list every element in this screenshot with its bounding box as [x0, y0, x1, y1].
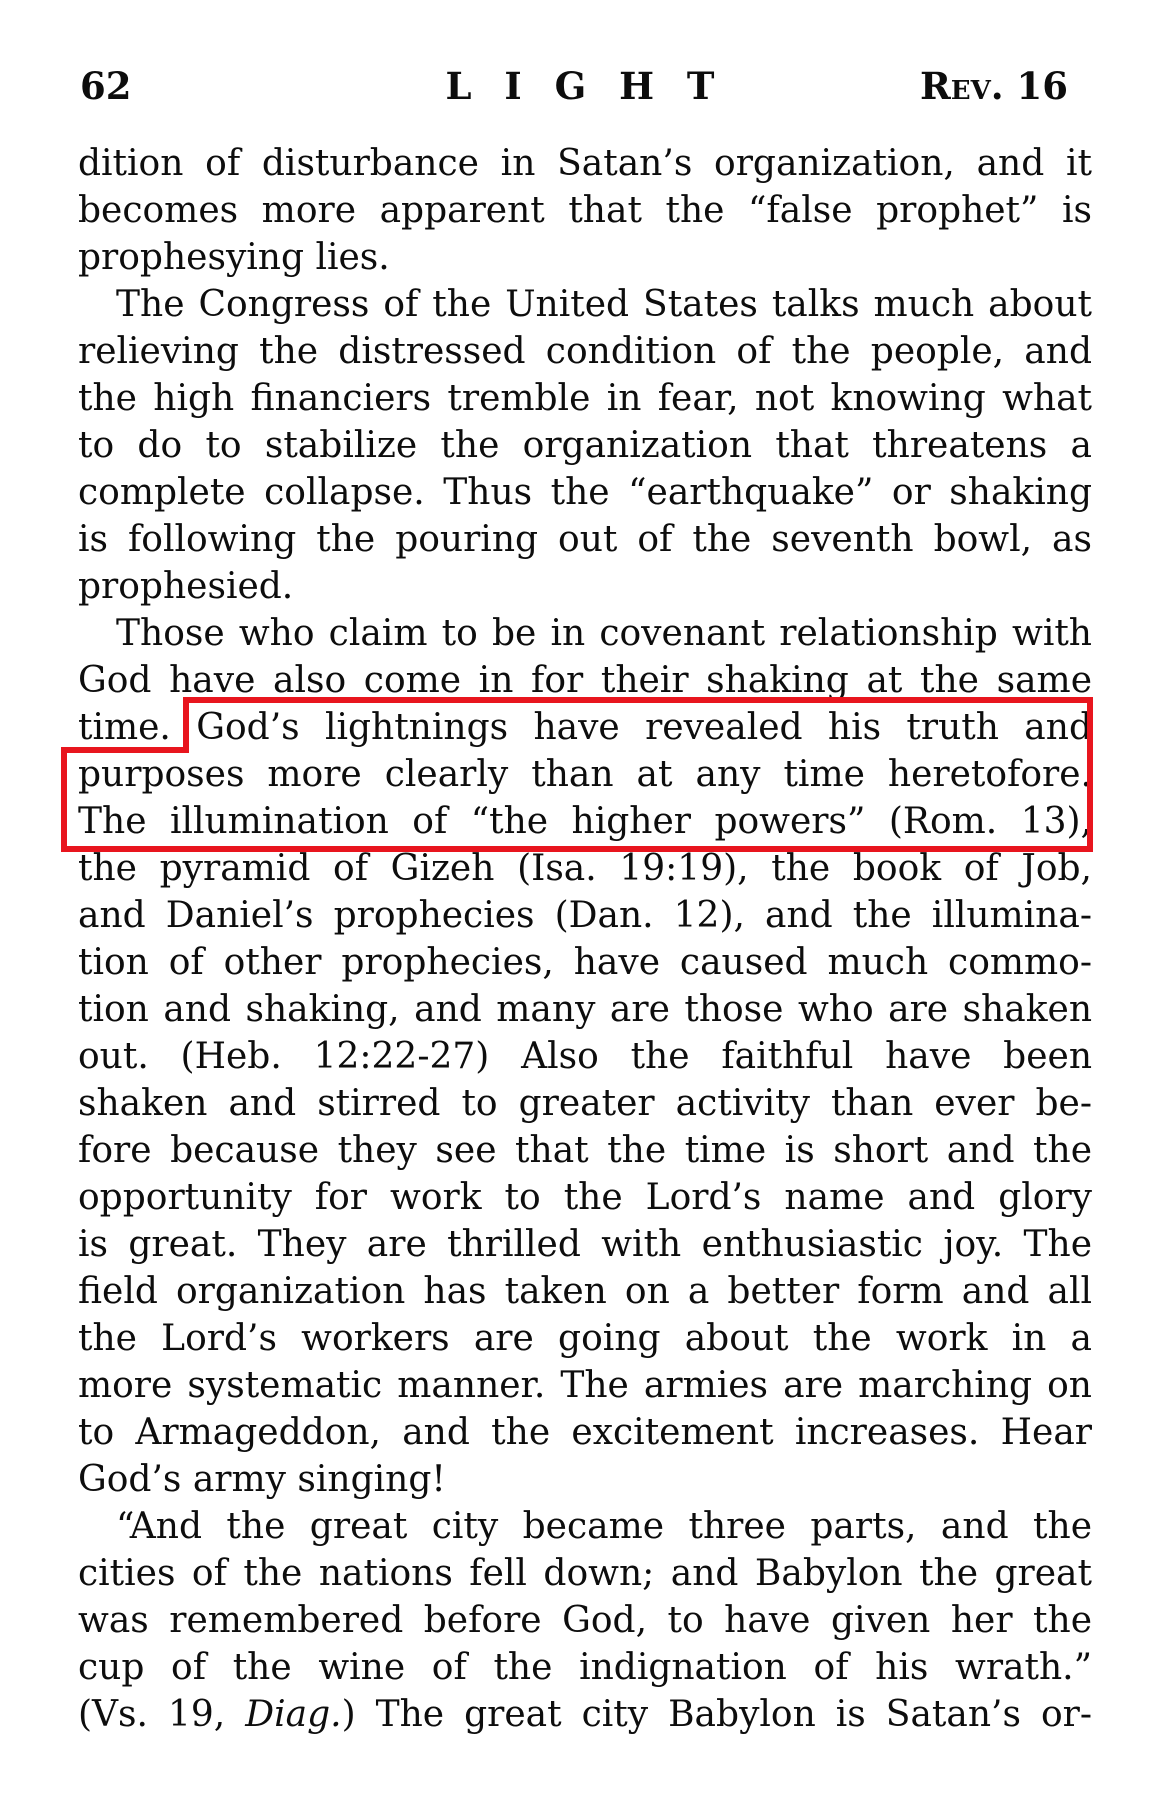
text-line: The Congress of the United States talks much about	[116, 284, 1092, 325]
text-line: God’s army singing!	[78, 1459, 446, 1500]
text-line: the pyramid of Gizeh (Isa. 19:19), the book of Job,	[78, 848, 1092, 889]
text-line: shaken and stirred to greater activity than ever be-	[78, 1083, 1092, 1124]
text-line: The illumination of “the higher powers” (Rom. 13),	[78, 801, 1092, 842]
text-line: tion of other prophecies, have caused much commo-	[78, 942, 1092, 983]
page-number: 62	[80, 64, 132, 108]
text-line: to Armageddon, and the excitement increases. Hear	[78, 1412, 1092, 1453]
text-line: more systematic manner. The armies are marching on	[78, 1365, 1092, 1406]
text-line: time. God’s lightnings have revealed his truth and	[78, 707, 1092, 748]
running-header	[78, 64, 1092, 108]
text-line: was remembered before God, to have given her the	[78, 1600, 1092, 1641]
italic-text: Diag.	[245, 1694, 342, 1735]
text-line: fore because they see that the time is short and the	[78, 1130, 1092, 1171]
text-line: to do to stabilize the organization that threatens a	[78, 425, 1092, 466]
text-line: purposes more clearly than at any time heretofore.	[78, 754, 1092, 795]
running-title: L I G H T	[445, 64, 725, 108]
text-line: dition of disturbance in Satan’s organization, and it	[78, 143, 1092, 184]
running-reference: Rev. 16	[920, 64, 1068, 108]
text-line: prophesying lies.	[78, 237, 390, 278]
text-line: the high financiers tremble in fear, not knowing what	[78, 378, 1092, 419]
text-line: “And the great city became three parts, and the	[116, 1506, 1092, 1547]
text-line: complete collapse. Thus the “earthquake” or shaking	[78, 472, 1092, 513]
text-line: the Lord’s workers are going about the work in a	[78, 1318, 1092, 1359]
page-body	[78, 140, 1092, 1738]
text-line: relieving the distressed condition of the people, and	[78, 331, 1092, 372]
text-line: Those who claim to be in covenant relationship with	[116, 613, 1092, 654]
text-line: becomes more apparent that the “false prophet” is	[78, 190, 1092, 231]
text-line: tion and shaking, and many are those who are shaken	[78, 989, 1092, 1030]
text-line: prophesied.	[78, 566, 294, 607]
text-line: opportunity for work to the Lord’s name and glory	[78, 1177, 1092, 1218]
text-line: out. (Heb. 12:22-27) Also the faithful have been	[78, 1036, 1092, 1077]
text-line: (Vs. 19, Diag.) The great city Babylon is Satan’s or-	[78, 1694, 1092, 1735]
text-line: and Daniel’s prophecies (Dan. 12), and the illumina-	[78, 895, 1092, 936]
text-line: is great. They are thrilled with enthusiastic joy. The	[78, 1224, 1092, 1265]
text-line: God have also come in for their shaking at the same	[78, 660, 1092, 701]
text-line: is following the pouring out of the seventh bowl, as	[78, 519, 1092, 560]
text-line: cup of the wine of the indignation of his wrath.”	[78, 1647, 1092, 1688]
text-line: cities of the nations fell down; and Babylon the great	[78, 1553, 1092, 1594]
text-line: field organization has taken on a better form and all	[78, 1271, 1092, 1312]
